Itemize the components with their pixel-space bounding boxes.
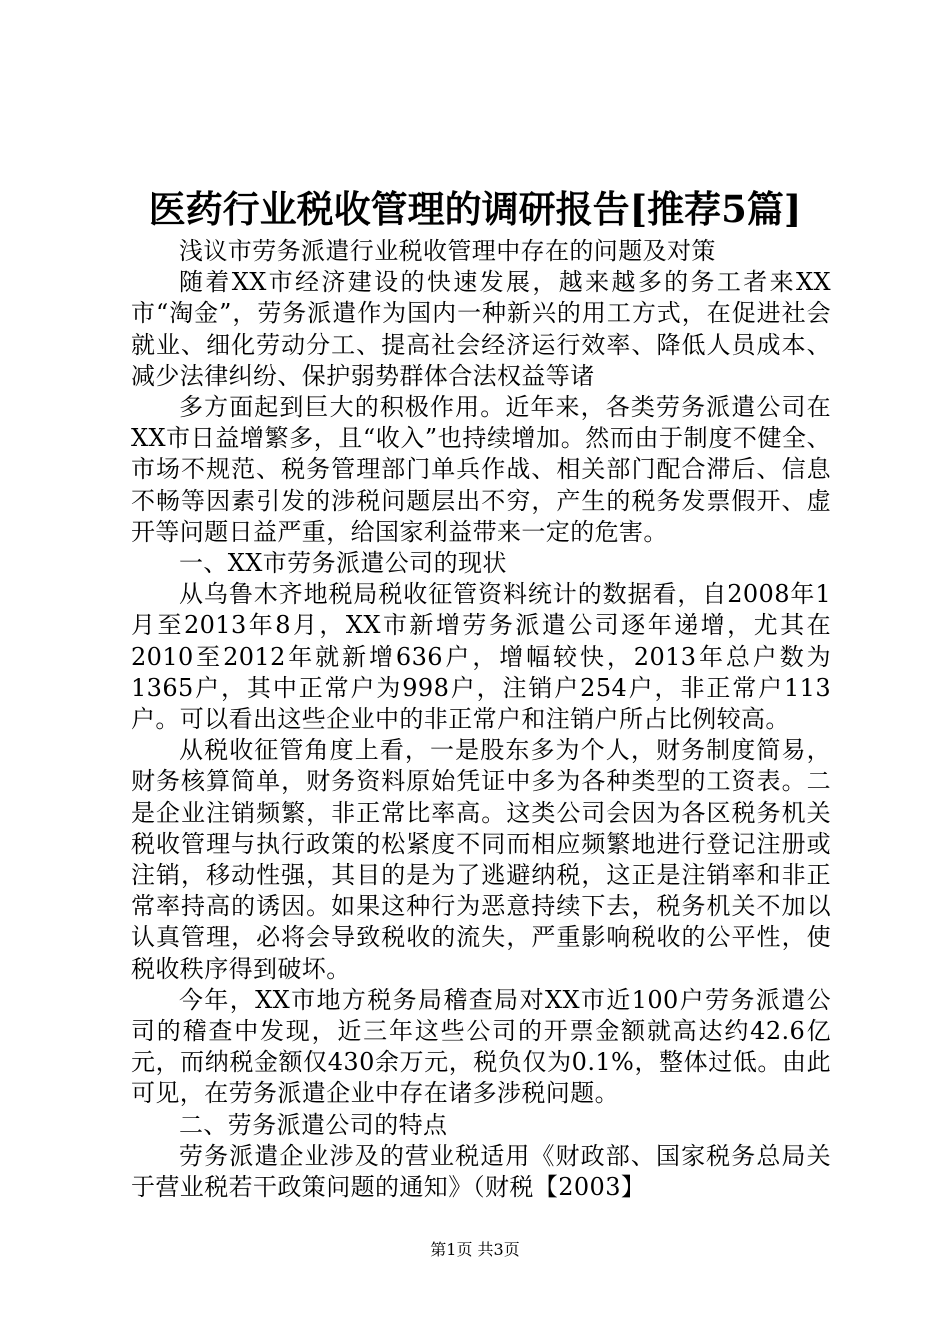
document-title: 医药行业税收管理的调研报告[推荐5篇]: [148, 187, 802, 231]
section-heading: 一、XX市劳务派遣公司的现状: [179, 549, 507, 578]
document-body: [131, 236, 831, 1203]
paragraph-subtitle: 浅议市劳务派遣行业税收管理中存在的问题及对策: [179, 237, 716, 265]
paragraph: 从税收征管角度上看，一是股东多为个人，财务制度简易，财务核算简单，财务资料原始凭证中多为各种类型的工资表。二是企业注销频繁，非正常比率高。这类公司会因为各区税务机关税收管理与执行政策的松紧度不同而相应频繁地进行登记注册或注销，移动性强，其目的是为了逃避纳税，这正是注销率和非正常率持高的诱因。如果这种行为恶意持续下去，税务机关不加以认真管理，必将会导致税收的流失，严重影响税收的公平性，使税收秩序得到破坏。: [131, 736, 831, 983]
section-heading: 二、劳务派遣公司的特点: [179, 1110, 448, 1139]
page-footer: 第1页 共3页: [430, 1240, 520, 1259]
paragraph: 从乌鲁木齐地税局税收征管资料统计的数据看，自2008年1月至2013年8月，XX市新增劳务派遣公司逐年递增，尤其在2010至2012年就新增636户，增幅较快，2013年总户数为1365户，其中正常户为998户，注销户254户，非正常户113户。可以看出这些企业中的非正常户和注销户所占比例较高。: [131, 580, 831, 734]
paragraph: 劳务派遣企业涉及的营业税适用《财政部、国家税务总局关于营业税若干政策问题的通知》（财税【2003】: [131, 1141, 831, 1202]
paragraph: 多方面起到巨大的积极作用。近年来，各类劳务派遣公司在XX市日益增繁多，且“收入”也持续增加。然而由于制度不健全、市场不规范、税务管理部门单兵作战、相关部门配合滞后、信息不畅等因素引发的涉税问题层出不穷，产生的税务发票假开、虚开等问题日益严重，给国家利益带来一定的危害。: [131, 393, 831, 546]
paragraph: 今年，XX市地方税务局稽查局对XX市近100户劳务派遣公司的稽查中发现，近三年这些公司的开票金额就高达约42.6亿元，而纳税金额仅430余万元，税负仅为0.1%，整体过低。由此可见，在劳务派遣企业中存在诸多涉税问题。: [131, 985, 831, 1108]
paragraph: 随着XX市经济建设的快速发展，越来越多的务工者来XX市“淘金”，劳务派遣作为国内一种新兴的用工方式，在促进社会就业、细化劳动分工、提高社会经济运行效率、降低人员成本、减少法律纠纷、保护弱势群体合法权益等诸: [131, 268, 831, 390]
